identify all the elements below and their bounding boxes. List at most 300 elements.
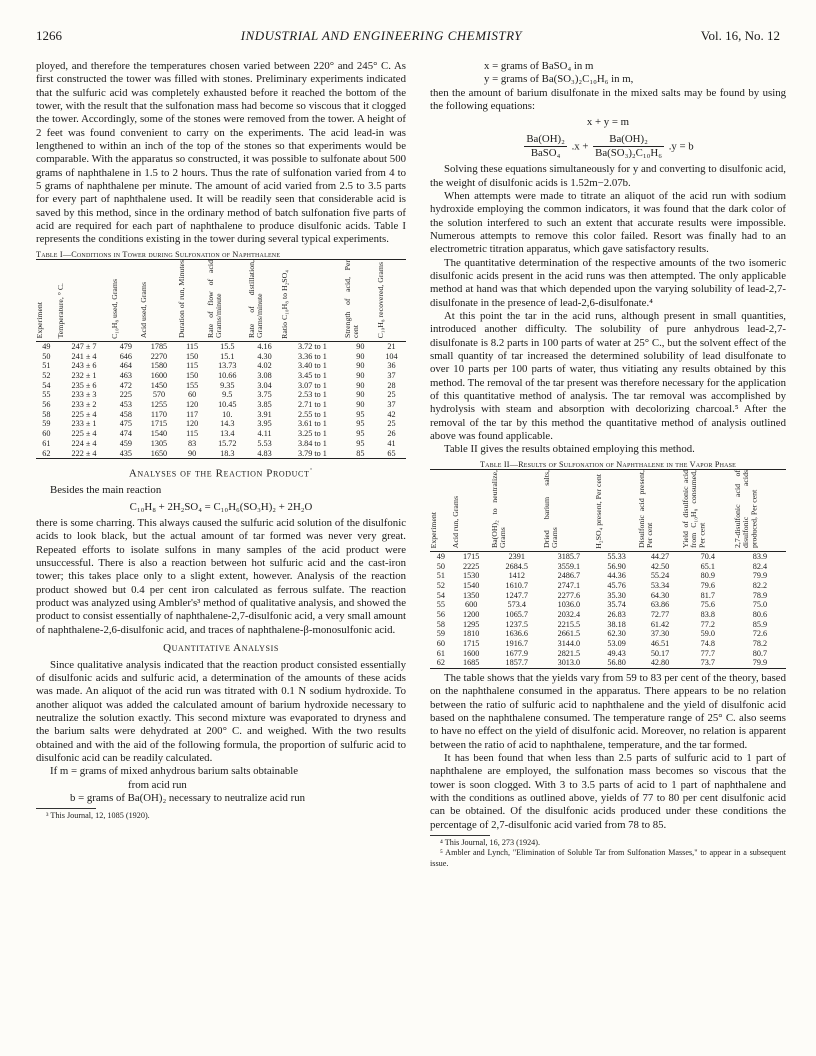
table-cell: 4.11 bbox=[257, 429, 272, 439]
table-cell: 75.0 bbox=[752, 600, 768, 610]
table-cell: 2277.6 bbox=[557, 590, 581, 600]
table-cell: 2821.5 bbox=[557, 648, 581, 658]
table-cell: 1237.5 bbox=[505, 619, 529, 629]
table-cell: 1636.6 bbox=[505, 629, 529, 639]
table-cell: 479 bbox=[119, 342, 132, 352]
table-row bbox=[36, 429, 406, 439]
footnote-5: ⁵ Ambler and Lynch, "Elimination of Soluble Tar from Sulfonation Masses," to appear in a subsequent issue. bbox=[430, 848, 786, 868]
table-cell: 51 bbox=[436, 571, 445, 581]
table-cell: 115 bbox=[186, 342, 199, 352]
table-row bbox=[430, 562, 786, 572]
table-cell: 117 bbox=[186, 409, 199, 419]
table-cell: 56.80 bbox=[595, 658, 638, 668]
table-cell: 2225 bbox=[462, 561, 480, 571]
table1 bbox=[36, 259, 406, 459]
table-cell: 241 ± 4 bbox=[71, 351, 97, 361]
table-cell: 475 bbox=[119, 419, 132, 429]
table-cell: 1810 bbox=[462, 629, 480, 639]
table-cell: 15.1 bbox=[220, 351, 235, 361]
table-cell: 53.09 bbox=[607, 639, 626, 649]
table-cell: 1600 bbox=[150, 371, 168, 381]
table-row bbox=[36, 390, 406, 400]
table-cell: 28 bbox=[387, 380, 396, 390]
footnote-mark: · bbox=[309, 464, 314, 475]
table-cell: 1715 bbox=[462, 552, 480, 562]
table-cell: 37.30 bbox=[650, 629, 670, 639]
table-header-cell: Temperature, ° C. bbox=[57, 260, 112, 342]
table-cell: 14.3 bbox=[220, 419, 235, 429]
paragraph: there is some charring. This always caused the sulfuric acid solution of the disulfonic acids to look black, but the actual amount of tar formed was never very great. Repeated efforts to isolate sulfons in many samples of the acid product were unsuccessful. There is also a reaction between hot sulfuric acid and the cast-iron tower; this takes place only to a slight extent, however. Analysis of the reaction product showed but 0.4 per cent iron calculated as ferrous sulfate. The reaction product was analyzed using Ambler's³ method of qualitative analysis, and showed the product to consist essentially of naphthalene-2,7-disulfonic acid, a very small amount of naphthalene-2,6-disulfonic acid, and traces of naphthalene-β-monosulfonic acid. bbox=[36, 517, 406, 636]
table-cell: 49.43 bbox=[607, 648, 626, 658]
table-cell: 72.6 bbox=[752, 629, 768, 639]
table-cell: 225 bbox=[119, 390, 132, 400]
table-cell: 90 bbox=[356, 371, 365, 381]
table-cell: 78.9 bbox=[752, 590, 768, 600]
table-row bbox=[430, 620, 786, 630]
table-cell: 472 bbox=[119, 380, 132, 390]
table-cell: 62 bbox=[36, 449, 57, 459]
definition-b: b = grams of Ba(OH)₂ necessary to neutralize acid run bbox=[70, 791, 306, 804]
table-row bbox=[36, 371, 406, 381]
table-cell: 435 bbox=[111, 449, 140, 459]
table-row bbox=[430, 658, 786, 668]
table-cell: 1540 bbox=[462, 581, 480, 591]
section-heading-quantitative: Quantitative Analysis bbox=[163, 642, 279, 655]
section-heading-analyses: Analyses of the Reaction Product· bbox=[128, 464, 314, 480]
table-cell: 25 bbox=[387, 419, 396, 429]
table-cell: 80.7 bbox=[752, 648, 768, 658]
table-cell: 1295 bbox=[462, 619, 480, 629]
table-cell: 4.83 bbox=[248, 449, 281, 459]
paragraph: then the amount of barium disulfonate in the mixed salts may be found by using the following equations: bbox=[430, 86, 786, 112]
table-header-cell: Dried barium salts, Grams bbox=[543, 470, 595, 552]
definition-y: y = grams of Ba(SO₃)₂C₁₀H₆ in m, bbox=[484, 73, 634, 86]
table-cell: 4.16 bbox=[257, 342, 272, 352]
table-cell: 4.30 bbox=[257, 351, 272, 361]
definition-m-cont: from acid run bbox=[128, 778, 187, 791]
table-cell: 52 bbox=[42, 371, 51, 381]
table-cell: 2661.5 bbox=[557, 629, 581, 639]
table-cell: 243 ± 6 bbox=[71, 361, 97, 371]
table-header-cell: 2,7-disulfonic acid of disulfonic acids produced, Per cent bbox=[734, 470, 786, 552]
table-cell: 1916.7 bbox=[505, 639, 529, 649]
table-cell: 232 ± 1 bbox=[71, 371, 97, 381]
table-cell: 150 bbox=[185, 351, 199, 361]
table-cell: 10.45 bbox=[218, 400, 237, 410]
table-cell: 120 bbox=[185, 419, 199, 429]
table-cell: 65 bbox=[377, 449, 406, 459]
table-header-cell: Acid run, Grams bbox=[452, 470, 491, 552]
table-cell: 74.8 bbox=[700, 639, 715, 649]
table-cell: 90 bbox=[178, 449, 207, 459]
table-cell: 1715 bbox=[462, 639, 480, 649]
table-cell: 458 bbox=[119, 409, 132, 419]
table-cell: 1305 bbox=[150, 438, 168, 448]
table-cell: 83.8 bbox=[700, 610, 715, 620]
table-cell: 3.04 bbox=[257, 380, 272, 390]
table-cell: 2032.4 bbox=[557, 610, 581, 620]
paragraph: Solving these equations simultaneously for y and converting to disulfonic acid, the weight of disulfonic acids is 1.52m−2.07b. bbox=[430, 163, 786, 189]
table-cell: 233 ± 3 bbox=[71, 390, 97, 400]
table-row bbox=[36, 439, 406, 449]
table-cell: 1255 bbox=[150, 400, 168, 410]
table-cell: 1650 bbox=[140, 449, 177, 459]
table-cell: 1170 bbox=[150, 409, 167, 419]
left-column bbox=[36, 60, 406, 821]
table-cell: 10.66 bbox=[218, 371, 237, 381]
footnote-3: ³ This Journal, 12, 1085 (1920). bbox=[46, 811, 150, 821]
table-cell: 2215.5 bbox=[557, 619, 581, 629]
table-cell: 37 bbox=[387, 371, 396, 381]
table-cell: 42 bbox=[387, 409, 396, 419]
table-cell: 3.85 bbox=[257, 400, 272, 410]
table-cell: 35.74 bbox=[607, 600, 626, 610]
table-cell: 120 bbox=[185, 400, 199, 410]
table-cell: 52 bbox=[436, 581, 445, 591]
table-cell: 61.42 bbox=[650, 619, 670, 629]
table-header-cell: Duration of run, Minutes bbox=[178, 260, 207, 342]
table-cell: 45.76 bbox=[607, 581, 626, 591]
footnote-4: ⁴ This Journal, 16, 273 (1924). bbox=[440, 838, 541, 848]
table-cell: 1200 bbox=[462, 610, 480, 620]
definition-x: x = grams of BaSO₄ in m bbox=[484, 60, 594, 72]
table-cell: 60 bbox=[42, 429, 51, 439]
right-column bbox=[430, 60, 786, 869]
table-cell: 1685 bbox=[452, 658, 491, 668]
paragraph: It has been found that when less than 2.5 parts of sulfuric acid to 1 part of naphthalene are employed, the sulfonation mass becomes so viscous that the tower is soon clogged. With 3 to 3.5 parts of acid to 1 part of naphthalene and with the conditions as outlined above, yields of 77 to 80 per cent disulfonic acid can be obtained. Of the disulfonic acids produced under these conditions the percentage of 2,7-disulfonic acid varied from 78 to 85. bbox=[430, 752, 786, 831]
table-cell: 155 bbox=[185, 380, 199, 390]
table-cell: 1785 bbox=[150, 342, 168, 352]
table-cell: 85.9 bbox=[752, 619, 768, 629]
table-cell: 2486.7 bbox=[557, 571, 581, 581]
table-cell: 3.75 bbox=[257, 390, 272, 400]
table-cell: 78.2 bbox=[752, 639, 768, 649]
paragraph: The quantitative determination of the respective amounts of the two isomeric disulfonic acids present in the acid runs was then attempted. The only applicable method at hand was that which depended upon the varying solubility of lead-2,7-disulfonate in the presence of lead-2,6-disulfonate.⁴ bbox=[430, 256, 786, 309]
table-cell: 55 bbox=[436, 600, 445, 610]
table-cell: 3.84 to 1 bbox=[298, 438, 327, 448]
paragraph: Besides the main reaction bbox=[50, 484, 162, 497]
footnote-rule bbox=[430, 835, 490, 836]
table-cell: 72.77 bbox=[650, 610, 670, 620]
table-cell: 3.61 to 1 bbox=[298, 419, 327, 429]
table-cell: 1677.9 bbox=[505, 648, 529, 658]
table-cell: 56.90 bbox=[607, 561, 626, 571]
table2-caption: Table II—Results of Sulfonation of Naphthalene in the Vapor Phase bbox=[479, 459, 737, 469]
fraction: $\frac{\text{Ba(OH)₂}}{\text{BaSO₄}}$ bbox=[526, 132, 565, 159]
table-cell: 79.9 bbox=[734, 658, 786, 668]
definitions bbox=[36, 765, 406, 805]
table-cell: 95 bbox=[356, 419, 365, 429]
table-row bbox=[36, 449, 406, 459]
table-cell: 54 bbox=[436, 590, 445, 600]
table-cell: 646 bbox=[119, 351, 132, 361]
table-cell: 3.95 bbox=[257, 419, 272, 429]
table-cell: 36 bbox=[387, 361, 396, 371]
table-header-cell: Ba(OH)₂ to neutralize, Grams bbox=[491, 470, 543, 552]
table-cell: 2391 bbox=[508, 552, 525, 562]
footnote-rule bbox=[36, 808, 96, 809]
table-cell: 18.3 bbox=[207, 449, 248, 459]
table-cell: 235 ± 6 bbox=[71, 380, 97, 390]
equation-sum: x + y = m bbox=[586, 116, 630, 129]
table-row bbox=[430, 591, 786, 601]
table-cell: 53.34 bbox=[650, 581, 670, 591]
table-cell: 15.72 bbox=[218, 438, 237, 448]
table-cell: 79.6 bbox=[700, 581, 715, 591]
table-header-cell: Strength of acid, Per cent bbox=[344, 260, 377, 342]
table-cell: 54 bbox=[42, 380, 51, 390]
table-cell: 13.73 bbox=[218, 361, 237, 371]
table-cell: 90 bbox=[356, 400, 365, 410]
paragraph: When attempts were made to titrate an aliquot of the acid run with sodium hydroxide employing the common indicators, it was found that the dark color of the solution interfered to such an extent that accurate results were impossible. Numerous attempts to remove this color failed. Resort was finally had to an electrometric titration apparatus, which gave satisfactory results. bbox=[430, 189, 786, 256]
table-cell: 1350 bbox=[462, 590, 480, 600]
table-cell: 9.5 bbox=[222, 390, 233, 400]
definitions-xy bbox=[430, 60, 786, 87]
table-cell: 55 bbox=[42, 390, 51, 400]
fraction: $\frac{\text{Ba(OH)₂}}{\text{Ba(SO₃)₂C₁₀H₆}}$ bbox=[595, 132, 662, 159]
paragraph: At this point the tar in the acid runs, although present in small quantities, introduced another difficulty. The solubility of pure anhydrous lead-2,7-disulfonate is 8.2 parts in 100 parts of water at 25° C., but the solvent effect of the small quantity of tar increased the determined solubility of lead disulfonate to over 10 parts per 100 parts of water, thus vitiating any results obtained by this method. The removal of the tar present was therefore necessary for the application of this quantitative method of analysis. The tar removal was accomplished by hydrolysis with steam and absorption with decolorizing charcoal.⁵ After the removal of the tar by this method the quantitative method of analysis outlined above was found applicable. bbox=[430, 309, 786, 442]
table-cell: 15.5 bbox=[220, 342, 235, 352]
table-cell: 95 bbox=[356, 409, 365, 419]
table-row bbox=[430, 639, 786, 649]
table-cell: 44.36 bbox=[607, 571, 626, 581]
table-row bbox=[430, 581, 786, 591]
table-row bbox=[430, 552, 786, 562]
table-cell: 3.08 bbox=[257, 371, 272, 381]
table-cell: 42.50 bbox=[650, 561, 670, 571]
table-header-cell: Rate of distillation, Grams/minute bbox=[248, 260, 281, 342]
paragraph: Table II gives the results obtained employing this method. bbox=[444, 443, 695, 456]
page-number: 1266 bbox=[36, 28, 62, 43]
equation-barium: $\frac{\text{Ba(OH)₂}}{\text{BaSO₄}}$ .x + $\frac{\text{Ba(OH)₂}}{\text{Ba(SO₃)₂C₁₀H₆}}$ .y = b bbox=[526, 132, 694, 159]
table-cell: 1036.0 bbox=[557, 600, 581, 610]
table-row bbox=[430, 600, 786, 610]
paragraph: The table shows that the yields vary from 59 to 83 per cent of the theory, based on the naphthalene consumed in the apparatus. There appears to be no relation between the ratio of sulfuric acid to naphthalene and the yield of disulfonic acid based on the naphthalene consumed. The temperature range of 25° C. also seems to have no effect on the yield of disulfonic acid. Moreover, no relation is apparent between the ratio of acid to naphthalene, temperature, and the tar formed. bbox=[430, 672, 786, 751]
table-cell: 61 bbox=[42, 438, 51, 448]
table-cell: 1715 bbox=[150, 419, 168, 429]
table-header-cell: Ratio C₁₀H₈ to H₂SO₄ bbox=[281, 260, 344, 342]
table-row bbox=[430, 610, 786, 620]
table-cell: 1610.7 bbox=[505, 581, 529, 591]
equation-main-reaction: C₁₀H₈ + 2H₂SO₄ = C₁₀H₆(SO₃H)₂ + 2H₂O bbox=[129, 500, 313, 513]
table-cell: 55.24 bbox=[650, 571, 670, 581]
table-cell: 3.07 to 1 bbox=[298, 380, 327, 390]
table-cell: 2.55 to 1 bbox=[298, 409, 327, 419]
table-cell: 95 bbox=[356, 438, 365, 448]
table-cell: 50 bbox=[42, 351, 51, 361]
table-row bbox=[36, 419, 406, 429]
table-cell: 13.4 bbox=[220, 429, 235, 439]
table-cell: 1857.7 bbox=[491, 658, 543, 668]
table-cell: 1530 bbox=[462, 571, 480, 581]
table-cell: 61 bbox=[436, 648, 445, 658]
table-cell: 83.9 bbox=[752, 552, 768, 562]
table-cell: 50.17 bbox=[650, 648, 670, 658]
table-cell: 49 bbox=[436, 552, 445, 562]
table-cell: 37 bbox=[387, 400, 396, 410]
table-cell: 150 bbox=[185, 371, 199, 381]
table-header-cell: Disulfonic acid present, Per cent bbox=[638, 470, 681, 552]
table-header-cell: Experiment bbox=[36, 260, 57, 342]
volume-issue: Vol. 16, No. 12 bbox=[700, 28, 780, 43]
table-cell: 58 bbox=[42, 409, 51, 419]
table-cell: 3559.1 bbox=[557, 561, 581, 571]
table-cell: 63.86 bbox=[650, 600, 670, 610]
table-header-cell: Experiment bbox=[430, 470, 452, 552]
table2 bbox=[430, 469, 786, 669]
table-cell: 38.18 bbox=[607, 619, 626, 629]
table-cell: 26 bbox=[387, 429, 396, 439]
table-cell: 70.4 bbox=[700, 552, 715, 562]
table-cell: 573.4 bbox=[507, 600, 526, 610]
table-cell: 55.33 bbox=[607, 552, 626, 562]
table-cell: 459 bbox=[119, 438, 132, 448]
table-cell: 42.80 bbox=[638, 658, 681, 668]
table-cell: 1600 bbox=[462, 648, 480, 658]
table-cell: 59 bbox=[42, 419, 51, 429]
table-cell: 65.1 bbox=[700, 561, 715, 571]
table-cell: 9.35 bbox=[220, 380, 235, 390]
table-cell: 59.0 bbox=[700, 629, 715, 639]
table-cell: 233 ± 2 bbox=[71, 400, 97, 410]
table-cell: 222 ± 4 bbox=[57, 449, 112, 459]
table-cell: 2747.1 bbox=[557, 581, 581, 591]
table-cell: 4.02 bbox=[257, 361, 272, 371]
journal-title: INDUSTRIAL AND ENGINEERING CHEMISTRY bbox=[240, 28, 523, 43]
table-cell: 60 bbox=[187, 390, 197, 400]
table-cell: 90 bbox=[356, 351, 365, 361]
table-cell: 81.7 bbox=[700, 590, 715, 600]
table-cell: 35.30 bbox=[607, 590, 626, 600]
table-cell: 79.9 bbox=[752, 571, 768, 581]
table-row bbox=[430, 649, 786, 659]
table-cell: 46.51 bbox=[650, 639, 670, 649]
table-cell: 10. bbox=[222, 409, 233, 419]
table-cell: 49 bbox=[42, 342, 51, 352]
table-cell: 1065.7 bbox=[505, 610, 529, 620]
table-header-cell: H₂SO₄ present, Per cent bbox=[595, 470, 638, 552]
table-cell: 474 bbox=[119, 429, 132, 439]
table-cell: 463 bbox=[119, 371, 132, 381]
table-cell: 44.27 bbox=[650, 552, 670, 562]
table-cell: 56 bbox=[436, 610, 445, 620]
table-cell: 1247.7 bbox=[505, 590, 529, 600]
table-cell: 62.30 bbox=[607, 629, 626, 639]
table-cell: 3.36 to 1 bbox=[298, 351, 327, 361]
table-cell: 83 bbox=[187, 438, 197, 448]
table-cell: 3.91 bbox=[257, 409, 272, 419]
table-cell: 58 bbox=[436, 619, 445, 629]
table-cell: 80.6 bbox=[752, 610, 768, 620]
table-cell: 464 bbox=[119, 361, 132, 371]
table-cell: 56 bbox=[42, 400, 51, 410]
table-row bbox=[430, 629, 786, 639]
table-cell: 247 ± 7 bbox=[71, 342, 97, 352]
table-cell: 64.30 bbox=[650, 590, 670, 600]
page-header bbox=[36, 28, 780, 46]
table-cell: 115 bbox=[186, 361, 199, 371]
table-cell: 2.71 to 1 bbox=[298, 400, 327, 410]
table-header-cell: C₁₀H₈ used, Grams bbox=[111, 260, 140, 342]
definition-m: If m = grams of mixed anhydrous barium salts obtainable bbox=[50, 765, 299, 778]
table-cell: 25 bbox=[387, 390, 396, 400]
table-row bbox=[36, 381, 406, 391]
table-cell: 224 ± 4 bbox=[71, 438, 97, 448]
table-cell: 1580 bbox=[150, 361, 168, 371]
table-cell: 3013.0 bbox=[543, 658, 595, 668]
table-cell: 2.53 to 1 bbox=[298, 390, 327, 400]
table-cell: 77.2 bbox=[700, 619, 715, 629]
paragraph: Since qualitative analysis indicated that the reaction product consisted essentially of disulfonic acids and sulfuric acid, a determination of the amounts of these acids was made. An aliquot of the acid run was titrated with 0.1 N sodium hydroxide. To another aliquot was added the calculated amount of barium hydroxide necessary to neutralize the solution exactly. This second mixture was evaporated to dryness and the barium salts were dehydrated at 200° C. and weighed. With the two results obtained and with the aid of the following formula, the proportion of sulfuric acid to disulfonic acid can be readily calculated. bbox=[36, 658, 406, 764]
table-cell: 3144.0 bbox=[557, 639, 581, 649]
table-cell: 95 bbox=[356, 429, 365, 439]
table-cell: 82.4 bbox=[752, 561, 768, 571]
table-cell: 51 bbox=[42, 361, 51, 371]
table-cell: 3.45 to 1 bbox=[298, 371, 327, 381]
paragraph: ployed, and therefore the temperatures chosen varied between 220° and 245° C. As first constructed the tower was filled with stones. Preliminary experiments indicated that the sulfuric acid was completely exhausted before it reached the bottom of the tower, with the result that the sulfonation mass had become so viscous that it clogged the tower. Accordingly, some of the stones were removed from the tower. A height of 2 feet was found convenient to carry on the experiments. The acid lead-in was lengthened to within an inch of the top of the stones so that experiments would be comparable. With the apparatus so constructed, it was possible to sulfonate about 500 grams of naphthalene in 1.5 to 2 hours. Thus the rate of sulfonation varied from 4 to 5 grams of naphthalene per minute. The amount of acid varied from 2.5 to 3.5 parts for every part of naphthalene used. It will be readily seen that considerable acid is saved by this method, since in the ordinary method of batch sulfonation five parts of acid are required for each part of naphthalene to produce disulfonic acids. Table I represents the conditions existing in the tower during several typical experiments. bbox=[36, 60, 406, 246]
table-cell: 90 bbox=[356, 390, 365, 400]
table-cell: 115 bbox=[186, 429, 199, 439]
table-row bbox=[36, 352, 406, 362]
table-row bbox=[36, 361, 406, 371]
table-cell: 225 ± 4 bbox=[71, 409, 97, 419]
table-cell: 1450 bbox=[150, 380, 168, 390]
table-row bbox=[36, 400, 406, 410]
table-header-cell: Rate of flow of acid Grams/minute bbox=[207, 260, 248, 342]
table-cell: 2270 bbox=[150, 351, 168, 361]
table-cell: 73.7 bbox=[682, 658, 734, 668]
table-cell: 1540 bbox=[150, 429, 168, 439]
table-cell: 26.83 bbox=[607, 610, 626, 620]
table-cell: 62 bbox=[430, 658, 452, 668]
table-cell: 225 ± 4 bbox=[71, 429, 97, 439]
table-cell: 60 bbox=[436, 639, 445, 649]
table-cell: 90 bbox=[356, 342, 365, 352]
table-cell: 104 bbox=[385, 351, 398, 361]
table-cell: 41 bbox=[387, 438, 396, 448]
table-cell: 5.53 bbox=[257, 438, 272, 448]
table-cell: 3185.7 bbox=[557, 552, 581, 562]
table-cell: 90 bbox=[356, 361, 365, 371]
table-cell: 82.2 bbox=[752, 581, 768, 591]
table-cell: 3.40 to 1 bbox=[298, 361, 327, 371]
table-cell: 570 bbox=[152, 390, 166, 400]
table-header-cell: Yield of disulfonic acid from C₁₀H₈ consumed, Per cent bbox=[682, 470, 734, 552]
table-cell: 50 bbox=[436, 561, 445, 571]
table-cell: 3.72 to 1 bbox=[298, 342, 327, 352]
table-row bbox=[36, 342, 406, 352]
table-cell: 233 ± 1 bbox=[71, 419, 97, 429]
table-cell: 1412 bbox=[508, 571, 525, 581]
table-cell: 2684.5 bbox=[505, 561, 529, 571]
table-cell: 453 bbox=[119, 400, 132, 410]
table-cell: 600 bbox=[465, 600, 478, 610]
table1-caption: Table I—Conditions in Tower during Sulfonation of Naphthalene bbox=[36, 249, 281, 259]
table-cell: 85 bbox=[344, 449, 377, 459]
table-cell: 21 bbox=[387, 342, 396, 352]
table-cell: 3.79 to 1 bbox=[281, 449, 344, 459]
table-cell: 80.9 bbox=[700, 571, 715, 581]
table-cell: 75.6 bbox=[700, 600, 715, 610]
table-header-cell: C₁₀H₈ recovered, Grams bbox=[377, 260, 406, 342]
table-cell: 3.25 to 1 bbox=[298, 429, 327, 439]
table-row bbox=[430, 571, 786, 581]
table-cell: 90 bbox=[356, 380, 365, 390]
table-cell: 59 bbox=[436, 629, 445, 639]
table-cell: 77.7 bbox=[700, 648, 715, 658]
table-row bbox=[36, 410, 406, 420]
table-header-cell: Acid used, Grams bbox=[140, 260, 177, 342]
